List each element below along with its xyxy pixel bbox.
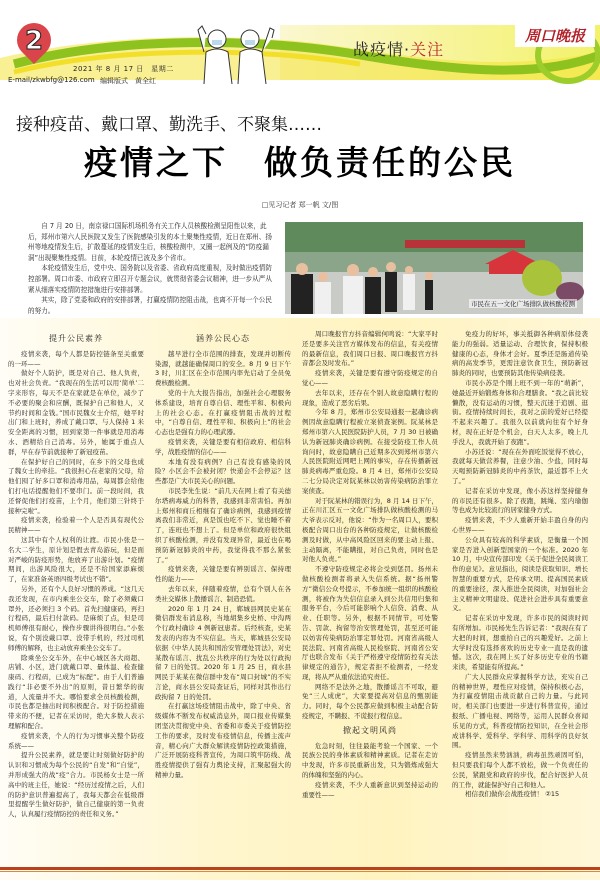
body-paragraph: 记者在采访中发现，许多市民的阅读时间有所增加。市民杨先生告诉记者：“我现在有了大把的时间，想重拾自己的兴趣爱好。之前上大学时没有选择喜欢的历史专业一直是我的遗憾。这次，我在网上买了好多历史专业的书籍来读，希望能有所提高。” <box>452 614 588 672</box>
bottom-rule-secondary <box>0 871 600 872</box>
article-lead <box>28 221 272 316</box>
section-title-main: 战疫情· <box>353 40 411 59</box>
body-paragraph: 疫情来袭，关键是要有遵守防疫规定的自觉心—— <box>302 369 438 387</box>
article-photo <box>285 222 583 314</box>
body-paragraph: 另外，还有个人良好习惯的养成。“这几天我还发现，在市内乘坐公交车，除了必须戴口罩外，还必须扫 3 个码。首先扫健康码，再扫行程码，最后扫付款码。是麻烦了点，但是司机师傅很有耐心，操作步骤讲得很明白。”小张说，有个别没戴口罩、没带手机的，经过司机师傅的解释，也主动放弃乘坐公交车了。 <box>8 584 144 652</box>
body-paragraph: 相信我们做你会战胜疫情！ ②15 <box>465 790 560 799</box>
contact-email: E-mail/zkwbfg@126.com <box>8 76 95 84</box>
lead-paragraph: 本轮疫情发生后，党中央、国务院以及省委、省政府高度重视，及时做出疫情防控部署。周口市委、市政府立即召开专题会议，就贯彻省委会议精神，进一步从严从紧从细落实疫情防控措施进行安排部署。 <box>28 264 272 294</box>
body-paragraph: 本地有没有病例？自己有没有感染的风险？小区会不会被封闭？快递会不会停运？这些都是广大市民关心的问题。 <box>155 457 291 486</box>
body-paragraph: 免疫力的好坏，事关抵御各种病原体侵袭能力的强弱。适量运动、合理饮食，保持积极健康的心态，身体才会好。夏季还是肠道传染病的高发季节，更需注意饮食卫生，预防新冠肺炎的同时，也要预防其他传染病侵袭。 <box>452 330 588 378</box>
body-paragraph: 对于阮某林的错误行为，8 月 14 日下午，正在川汇区五一文化广场排队做核酸检测的马大爷表示反对，他说：“作为一名周口人，要积极配合周口出台的各种防疫规定，让做核酸检测及时做，从中高风险区回来的要主动上报、主动隔离，不能瞒报，对自己负责，同时也是对他人负责。” <box>302 496 438 564</box>
lead-paragraph: 自 7 月 20 日，南京禄口国际机场机务有关工作人员核酸检测呈阳性以来，此后，郑州市第六人民医院又发生了医院感染引发的本土聚集性疫情，近日在郑州、扬州等地疫情发生后，扩散蔓延的疫情发生后，核酸检测中，又圈一起例及的“防疫漏洞”出现聚集性疫情。目前，本轮疫情已波及多个省市。 <box>28 222 272 262</box>
article-column-3 <box>302 330 438 800</box>
bottom-rule <box>0 867 600 870</box>
body-paragraph: 党的十九大报告指出，加强社会心理服务体系建设，培育自尊自信、理性平和、积极向上的社会心态。在打赢疫情阻击战的过程中，“自尊自信、理性平和、积极向上”的社会心态也是强有力的心理武器。 <box>155 388 291 437</box>
body-paragraph: 这其中有个人权利的让渡。市民小张是一名大二学生，原计划是假去青岛游玩，但是面对严峻的防疫形势，他放弃了出游计划。“疫情期间，出游风险很大，还是不给国家添麻烦了，在家准备英语四级考试也不错”。 <box>8 535 144 584</box>
body-paragraph: 周口晚报官方抖音编辑何鸣说：“大家平时还是要多关注官方媒体发布的信息，有关疫情的最新信息，我们周口日报、周口晚报官方抖音都会及时发布。” <box>302 330 438 368</box>
body-paragraph: 广大人民群众应掌握科学方法，充实自己的精神世界，理性应对疫情，保持积极心态，为打赢疫情阻击战贡献自己的力量。与此同时，相关部门也要进一步进行科普宣传，通过报纸、广播电视、网络等，运用人民群众喜闻乐见的方式，科普疫情防控知识，在全社会形成讲科学、爱科学、学科学、用科学的良好氛围。 <box>452 672 588 750</box>
masthead <box>0 0 600 85</box>
section-title <box>353 37 444 60</box>
newspaper-logo: 周口晚报 <box>515 25 595 47</box>
body-paragraph: 市民小苏是个刚上班不到一年的“萌新”，她最近开始锻炼身体和合理膳食。“我之前比较懒散，没有运动的习惯，整天沉迷于追剧、逛街。疫情持续时间长，我对之前的爱好已经提不起来兴趣了。我很久以前就向往有个好身材，现在正好是个机会，白天人太多，晚上几乎没人，我就开始了夜跑”。 <box>452 378 588 446</box>
body-paragraph: 疫情来袭，不少人重新开始丰盈自身的内心世界—— <box>452 516 588 534</box>
editor-credit: 编辑版式 黄全红 <box>100 77 156 85</box>
body-paragraph: 疫情来袭，不少人重新意识到坚持运动的重要性—— <box>302 780 438 799</box>
body-paragraph: 今年 8 月，郑州市公安局通报一起确诊病例因故意隐瞒行程被立案侦查案例。阮某林是郑州市第六人民医院防护人员，7 月 30 日被确认为新冠肺炎确诊病例。在接受防疫工作人员询问时，故意隐瞒自己近期多次到郑州市第六人民医院附近网吧上网的事实，存在传播新冠肺炎病毒严重危险。8 月 4 日，郑州市公安局二七分局决定对阮某林以妨害传染病防治罪立案侦查。 <box>302 408 438 495</box>
body-paragraph: 网络不是法外之地，散播谣言不可取，避免“三人成虎”，大家要提高对信息的甄别能力。同时，每个公民都应做到积极主动配合防疫规定，不瞒报、不谎报行程信息。 <box>302 682 438 721</box>
issue-date: 2021 年 8 月 17 日 星期二 <box>73 65 174 73</box>
body-paragraph: 市民李先生说：“前几天在网上看了有关德尔塔病毒威力的科普，我感到非常害怕。再加上郑州和商丘相继有了确诊病例，我感到疫情离我们非常近，真是饭也吃不下、觉也睡不着了，连班也不想上了。但是单位和政府很快组织了核酸检测，并没有发现异常，最近也在喝预防新冠肺炎的中药，我觉得我不那么紧张了。” <box>155 486 291 564</box>
body-paragraph: 提升公民素养，就是要让时刻做好防护的认识和习惯成为每个公民的“自发”和“自觉”，并形成强大的战“疫”合力。市民杨女士是一所高中的班主任，她说：“经历过疫情之后，人们的防护意识普遍提高了，我每天都会在低级群里提醒学生做好防护，做自己健康的第一负责人，认真履行疫情防控的责任和义务。” <box>8 751 144 819</box>
body-paragraph: 除乘坐公交车外，在中心城区各大商超、店铺、小区，进门就戴口罩、量体温、检查健康码、行程码，已成为“标配”。由于人们普遍践行“非必要不外出”的原则，昔日繁华的街道，人流量并不大。哪怕要求全员核酸检测，市民也都是抽出时间积极配合。对于防控措施带来的不便，记者在采访时，绝大多数人表示理解和配合。 <box>8 653 144 731</box>
page-number: 2 <box>24 26 44 56</box>
article-column-2 <box>155 330 291 781</box>
medical-workers-illustration-icon <box>192 22 284 84</box>
article-byline: □见习记者 郑一帆 文/图 <box>261 201 339 209</box>
photo-caption: 市民在五一文化广场排队做核酸检测 <box>471 300 575 308</box>
body-paragraph: 记者在采访中发现，像小苏这样坚持健身的市民还有很多。除了夜跑，跳绳、室内瑜伽等也成为比较流行的居家健身方式。 <box>452 486 588 515</box>
section-subheading: 涵养公民心态 <box>196 334 250 343</box>
body-paragraph: 小苏还说：“现在在外面吃饭觉得不放心，我就每天做营养餐，注意少油、少盐，同时每天喝预防新冠肺炎的中药茶饮，最近都不上火了。” <box>452 447 588 485</box>
body-paragraph: 危急时刻，往往最能考验一个国家、一个民族公民的身体素质和精神素质。记者在走访中发现，许多市民重新出发，只为锻炼成强大的体魄和坚强的内心。 <box>302 741 438 780</box>
article-column-4 <box>452 330 588 800</box>
body-paragraph: 疫情虽然来势汹汹，病毒虽然顽固可怕，但只要我们每个人都不放松，做一个负责任的公民，紧跟党和政府的步伐，配合好医护人员的工作，就能保护好自己和他人。 <box>452 751 588 789</box>
body-paragraph: 去年以来，还存在个别人故意隐瞒行程的现象，造成了恶劣后果。 <box>302 388 438 407</box>
body-paragraph: 去年以来，伴随着疫情，总有个别人在各类社交媒体上散播谣言、制造恐慌。 <box>155 584 291 603</box>
article-column-1 <box>8 330 144 820</box>
article-kicker: 接种疫苗、戴口罩、勤洗手、不聚集…… <box>16 115 322 135</box>
section-subheading: 提升公民素养 <box>49 334 103 343</box>
body-paragraph: 疫情来袭，个人的行为习惯事关整个防疫系统—— <box>8 731 144 750</box>
body-paragraph: 做好个人防护，既是对自己、他人负责，也对社会负责。“我现在的生活可以用‘简单’二字来形容，每天不是在家就是在单位，减少了不必要的聚会和应酬，既保护自己和他人，又节约时间和金钱。”国市民魏女士介绍，她平时出门和上班时，养成了戴口罩、与人保持 1 米安全距离的习惯，回到家第一件事就是用消毒水、酒精给自己消毒。另外，她属于重点人群，早在春节前就接种了新冠疫苗。 <box>8 369 144 456</box>
body-paragraph: 在保护好自己的同时，在乡下的父母也成了魏女士的牵挂。“我很担心在老家的父母，给他们囤了好多口罩和消毒用品，每周都会给他们打电话提醒他们不要串门。前一段时间，我还督促他们打疫苗，上个月，他们第三针终于接种完啦”。 <box>8 457 144 515</box>
section-title-accent: 关注 <box>410 40 445 59</box>
article-headline: 疫情之下 做负责任的公民 <box>84 143 516 182</box>
body-paragraph: 越早进行全市范围的排查，发现并切断传染源，就越能确保周口的安全。8 月 9 日下午 3 时，川汇区在全市范围内率先启动了全员免费核酸检测。 <box>155 349 291 388</box>
body-paragraph: 疫情来袭，关键是要有相信政府、相信科学，战胜疫情的信心—— <box>155 437 291 456</box>
body-paragraph: 在打赢这场疫情阻击战中，除了中央、省级媒体不断发布权威消息外，周口报业传媒集团坚决贯彻党中央、省委和市委关于疫情防控工作的要求，及时发布疫情信息，传播主流声音，精心向广大群众解读疫情防控政策措施，广泛开展防疫科普宣传，为周口筑牢防线、战胜疫情提供了强有力舆论支持，汇聚起强大的精神力量。 <box>155 702 291 780</box>
body-paragraph: 不遵守防疫规定必将会受到惩罚。扬州未做核酸检测者将录入失信系统。据“扬州警方”微信公众号提示，不参加统一组织的核酸检测，将被作为失信信息录入到公共信用归集和服务平台，今后可能影响个人信贷、消费、从业、任职等。另外，根据不同情节，可处警告、罚款、拘留等治安管理处罚，甚至还可能以妨害传染病防治罪定罪处罚。河南省高级人民法院、河南省高级人民检察院、河南省公安厅也联合发布《关于严格遵守疫情防控有关法律规定的通告》，规定者拒不检测者，一经发现，将从严从重依法追究责任。 <box>302 565 438 681</box>
body-paragraph: 疫情来袭，检验着一个人是否具有现代公民精神—— <box>8 516 144 535</box>
body-paragraph: 疫情来袭，关键是要有辨别谣言、保持理性的能力—— <box>155 565 291 584</box>
body-paragraph: 2020 年 1 月 24 日，郸城县网民史某在微信群发布消息称，当地胡集乡史桥、中沟两个行政村确诊 4 例新冠患者。后经核查，史某发表的内容为不实信息。当天，郸城县公安局依据《中华人民共和国治安管理处罚法》，对史某散布谣言、扰乱公共秩序的行为处以行政拘留 7 日的处罚。2020 年 1 月 25 日，商水县网民于某某在微信群中发布“周口封城”的不实言论，商水县公安局查证后，同样对其作出行政拘留 7 日的处罚。 <box>155 604 291 701</box>
lead-paragraph: 其实，除了党委和政府的安排部署，打赢疫情防控阻击战，也离不开每一个公民的努力。 <box>28 296 272 315</box>
body-paragraph: 疫情来袭，每个人都是防控链条至关重要的一环—— <box>8 349 144 368</box>
body-paragraph: 公众具有较高的科学素质，是衡量一个国家是否进入创新型国家的一个标准。2020 年 10 月，中央宣传部印发《关于促进全民阅读工作的意见》。意见指出，阅读是获取知识、增长智慧的重要方式，是传承文明、提高国民素质的重要途径，深入推进全民阅读，对加强社会主义精神文明建设、促进社会进步具有重要意义。 <box>452 535 588 613</box>
section-subheading: 掀起文明风尚 <box>343 725 397 735</box>
